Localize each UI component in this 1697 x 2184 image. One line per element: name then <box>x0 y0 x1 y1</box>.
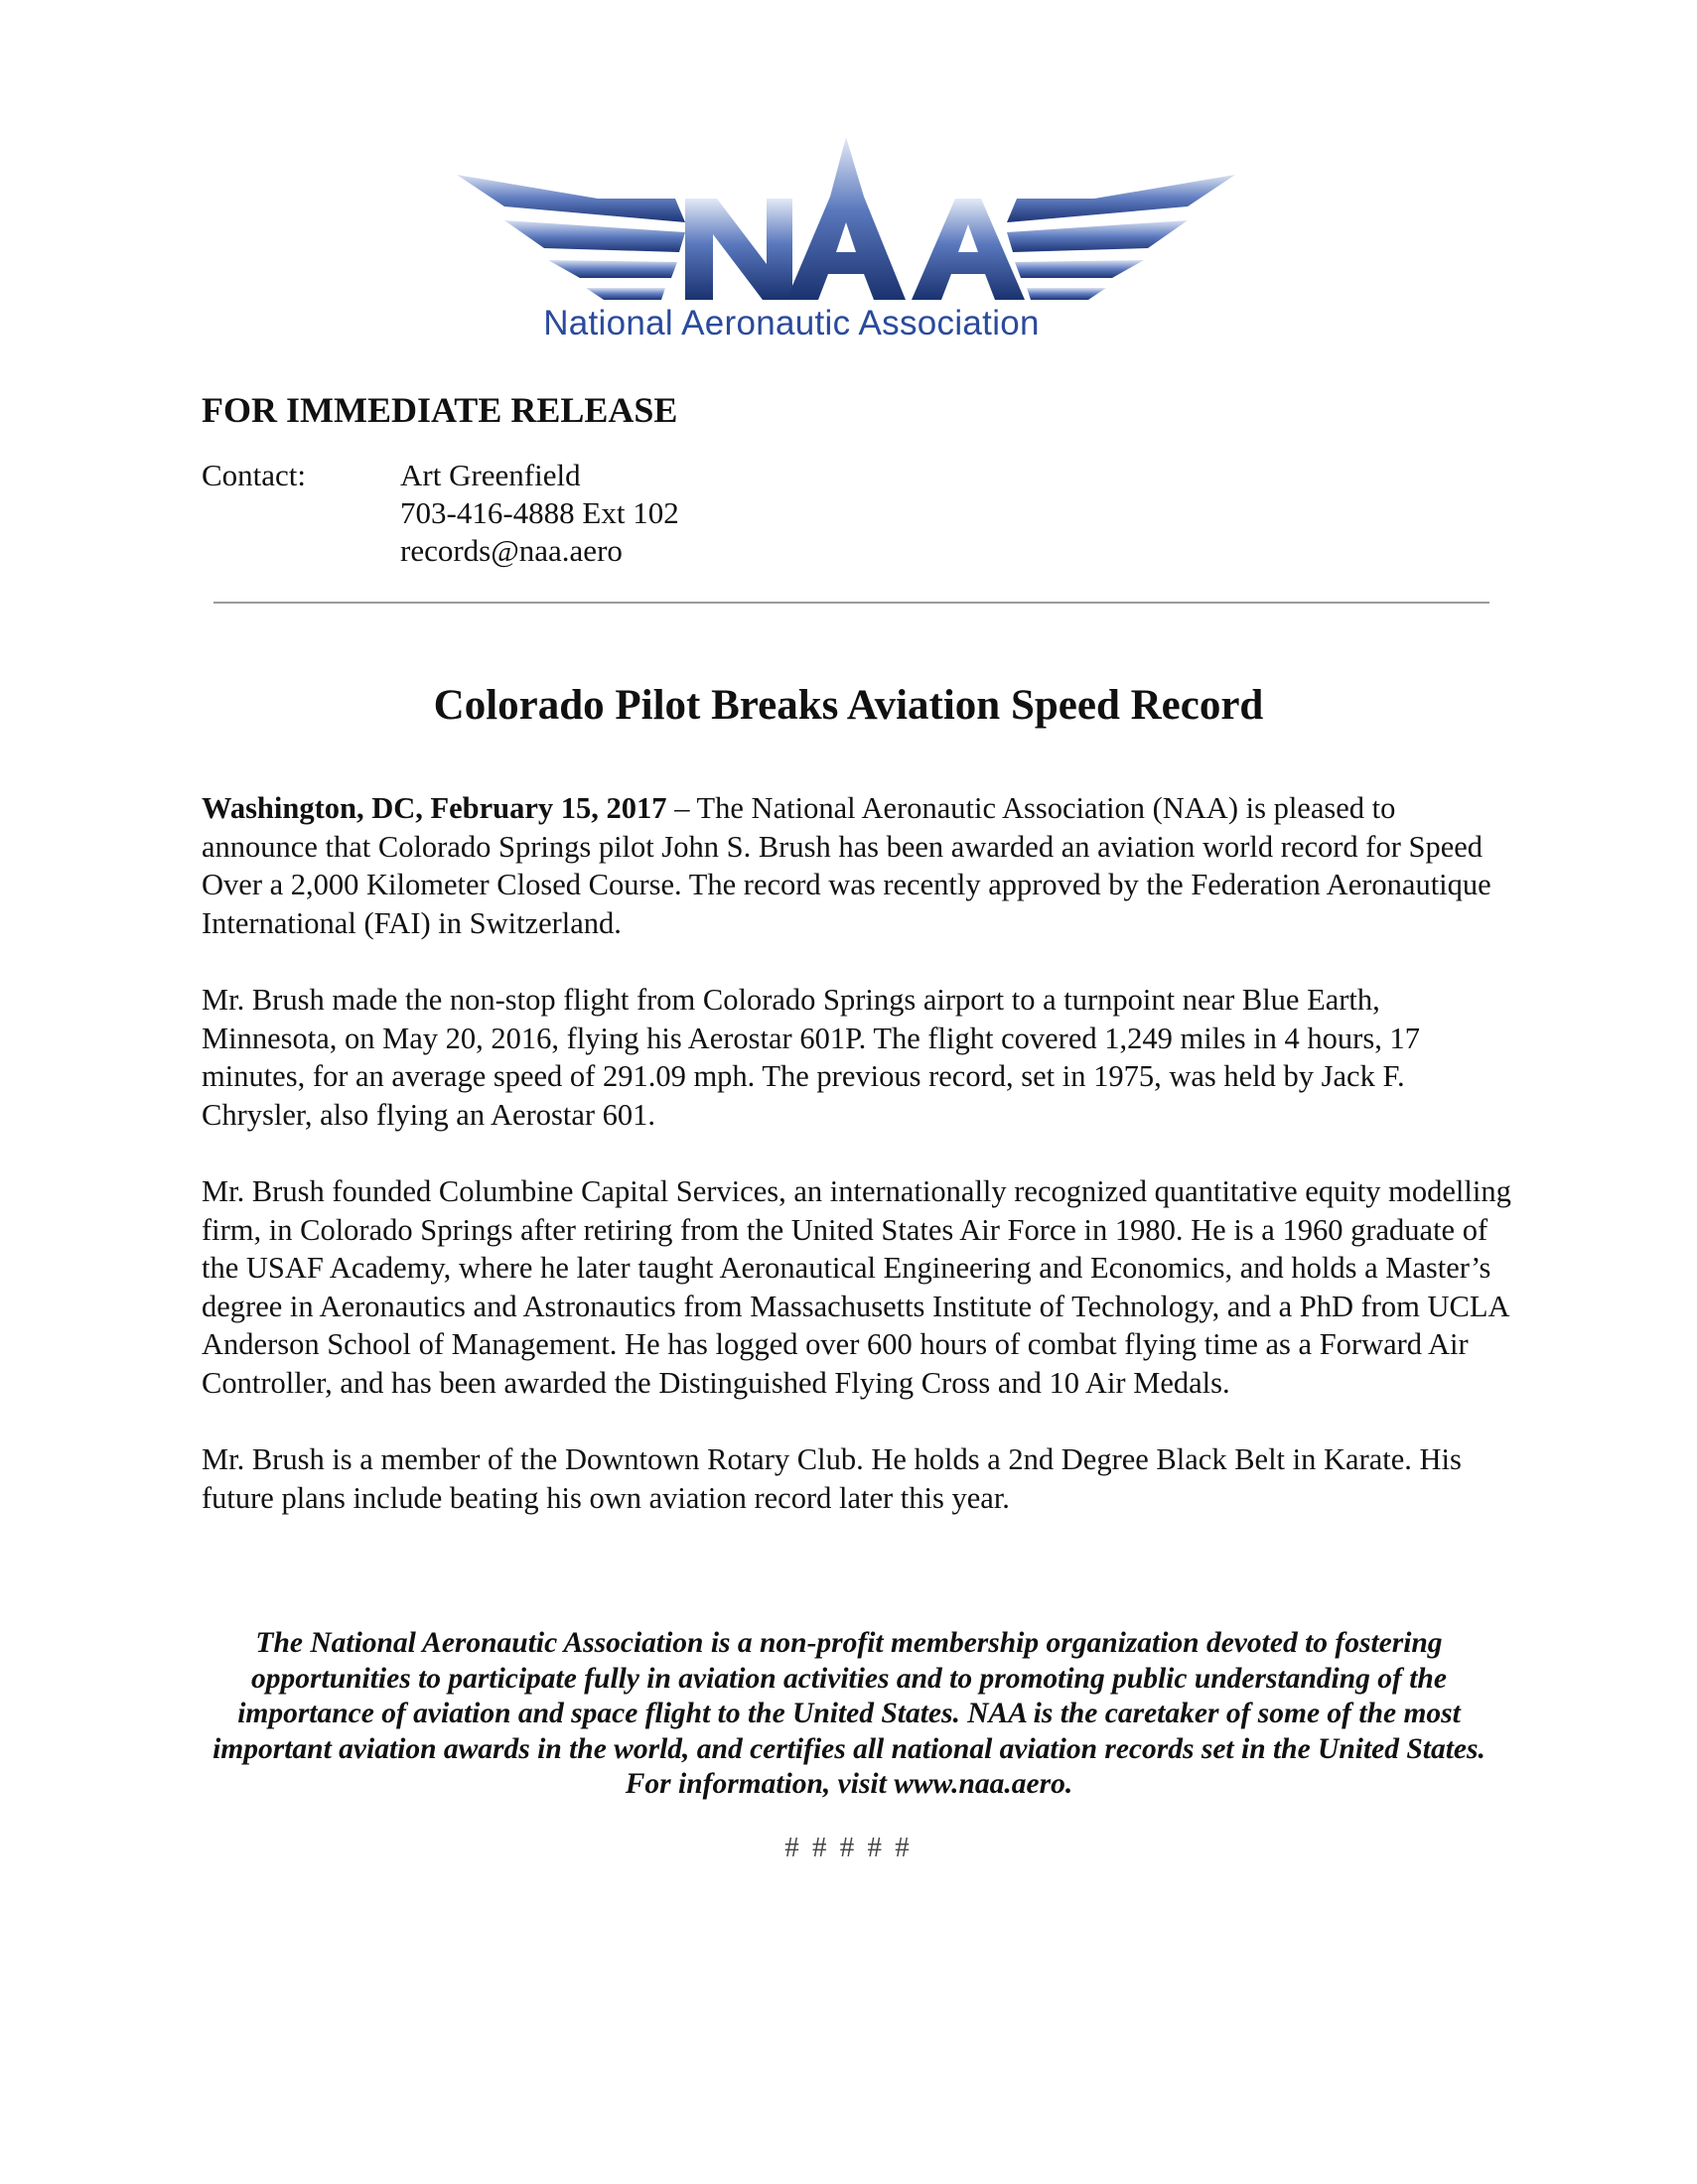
headline: Colorado Pilot Breaks Aviation Speed Record <box>433 682 1264 729</box>
contact-label: Contact: <box>202 458 307 492</box>
divider-rule <box>213 602 1489 604</box>
contact-phone: 703-416-4888 Ext 102 <box>400 495 679 530</box>
release-label: FOR IMMEDIATE RELEASE <box>202 390 678 430</box>
paragraph-3: Mr. Brush founded Columbine Capital Services, an internationally recognized quantitative equity modelling firm, in Colorado Springs after retiring from the United States Air Force in 1980. He is a 1960 graduate of the USAF Academy, where he later taught Aeronautical Engineering and Economics, and holds a Master’s degree in Aeronautics and Astronautics from Massachusetts Institute of Technology, and a PhD from UCLA Anderson School of Management. He has logged over 600 hours of combat flying time as a Forward Air Controller, and has been awarded the Distinguished Flying Cross and 10 Air Medals. <box>202 1173 1511 1400</box>
article-body <box>202 789 1512 1556</box>
end-mark: # # # # # <box>784 1832 913 1863</box>
dateline: Washington, DC, February 15, 2017 <box>202 791 667 825</box>
paragraph-4: Mr. Brush is a member of the Downtown Rotary Club. He holds a 2nd Degree Black Belt in Karate. His future plans include beating his own aviation record later this year. <box>202 1442 1462 1515</box>
contact-name: Art Greenfield <box>400 458 581 492</box>
paragraph-2: Mr. Brush made the non-stop flight from Colorado Springs airport to a turnpoint near Blue Earth, Minnesota, on May 20, 2016, flying his Aerostar 601P. The flight covered 1,249 miles in 4 hours, 17 minutes, for an average speed of 291.09 mph. The previous record, set in 1975, was held by Jack F. Chrysler, also flying an Aerostar 601. <box>202 982 1420 1132</box>
contact-email: records@naa.aero <box>400 533 623 568</box>
paragraph-1-text: – The National Aeronautic Association (NAA) is pleased to announce that Colorado Springs pilot John S. Brush has been awarded an aviation world record for Speed Over a 2,000 Kilometer Closed Course. The record was recently approved by the Federation Aeronautique International (FAI) in Switzerland. <box>202 791 1491 940</box>
boilerplate: The National Aeronautic Association is a non-profit membership organization devoted to fostering opportunities to participate fully in aviation activities and to promoting public understanding of the importance of aviation and space flight to the United States. NAA is the caretaker of some of the most important aviation awards in the world, and certifies all national aviation records set in the United States. For information, visit www.naa.aero. <box>212 1627 1485 1800</box>
logo-tagline: National Aeronautic Association <box>543 304 1040 342</box>
paragraph-1 <box>202 789 1512 942</box>
naa-logo <box>449 137 1243 345</box>
contact-details <box>400 457 679 570</box>
